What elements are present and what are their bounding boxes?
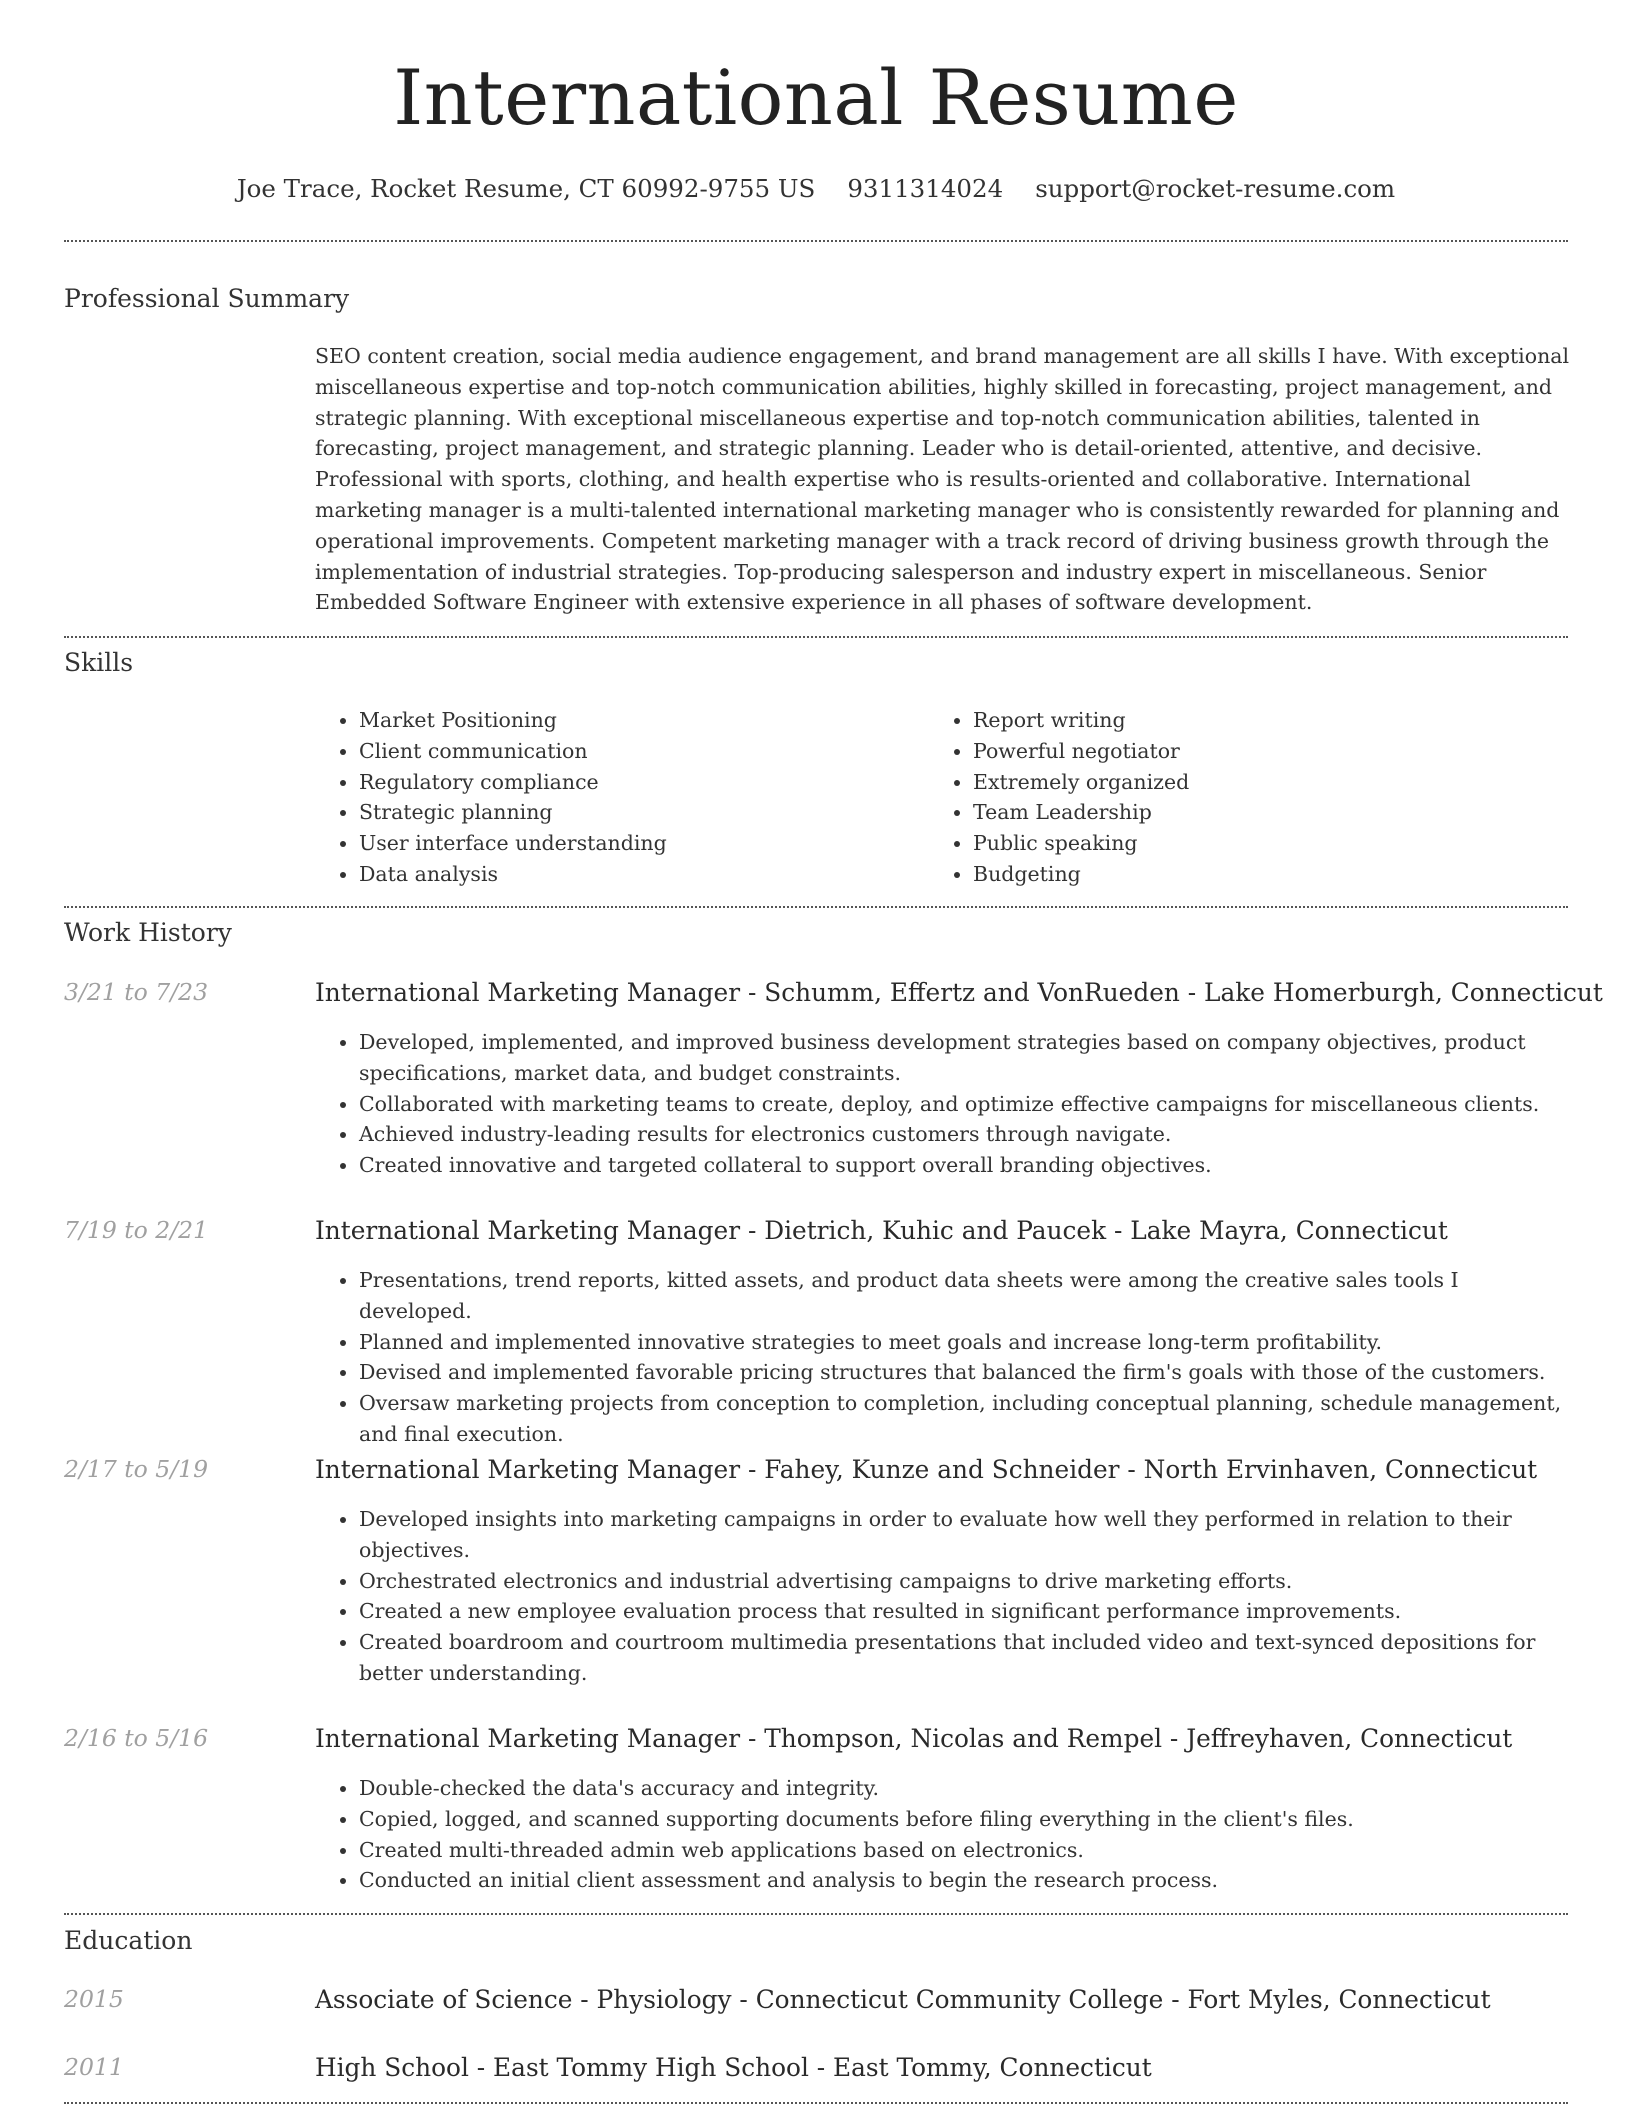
divider: [64, 906, 1568, 908]
job-bullet: • Created innovative and targeted collateral to support overall branding objectives.: [359, 1150, 1568, 1181]
skill-item: • Budgeting: [973, 859, 1529, 890]
job-bullet: • Planned and implemented innovative strategies to meet goals and increase long-term profitability.: [359, 1327, 1568, 1358]
skill-item: • Client communication: [359, 736, 915, 767]
job-bullet: • Oversaw marketing projects from conception to completion, including conceptual planning, schedule management, and final execution.: [359, 1388, 1568, 1450]
summary-section: [315, 341, 1571, 618]
job-bullet: • Created a new employee evaluation process that resulted in significant performance improvements.: [359, 1596, 1568, 1627]
job-bullet: • Double-checked the data's accuracy and integrity.: [359, 1773, 1568, 1804]
summary-text: SEO content creation, social media audience engagement, and brand management are all skills I have. With exceptional miscellaneous expertise and top-notch communication abilities, highly skilled in forecasting, project management, and strategic planning. With exceptional miscellaneous expertise and top-notch communication abilities, talented in forecasting, project management, and strategic planning. Leader who is detail-oriented, attentive, and decisive. Professional with sports, clothing, and health expertise who is results-oriented and collaborative. International marketing manager is a multi-talented international marketing manager who is consistently rewarded for planning and operational improvements. Competent marketing manager with a track record of driving business growth through the implementation of industrial strategies. Top-producing salesperson and industry expert in miscellaneous. Senior Embedded Software Engineer with extensive experience in all phases of software development.: [315, 344, 1570, 615]
skill-item: • Report writing: [973, 705, 1529, 736]
contact-phone: 9311314024: [847, 174, 1004, 203]
job-bullet: • Developed, implemented, and improved business development strategies based on company objectives, product specifications, market data, and budget constraints.: [359, 1027, 1568, 1089]
job-bullet: • Conducted an initial client assessment and analysis to begin the research process.: [359, 1865, 1568, 1896]
skill-item: • Market Positioning: [359, 705, 915, 736]
job-dates: 3/21 to 7/23: [64, 978, 209, 1006]
job-title: International Marketing Manager - Schumm, Effertz and VonRueden - Lake Homerburgh, Connecticut: [315, 978, 1603, 1007]
education-heading: Education: [64, 1926, 193, 1955]
summary-heading: Professional Summary: [64, 284, 350, 313]
skill-item: • Public speaking: [973, 828, 1529, 859]
job-title: International Marketing Manager - Thompson, Nicolas and Rempel - Jeffreyhaven, Connecticut: [315, 1724, 1513, 1753]
skill-item: • Extremely organized: [973, 767, 1529, 798]
job-dates: 7/19 to 2/21: [64, 1216, 209, 1244]
skill-item: • User interface understanding: [359, 828, 915, 859]
contact-address: Joe Trace, Rocket Resume, CT 60992-9755 US: [236, 174, 816, 203]
skill-item: • Strategic planning: [359, 797, 915, 828]
job-dates: 2/17 to 5/19: [64, 1455, 209, 1483]
resume-header: [0, 0, 1632, 203]
skills-column-right: [929, 705, 1529, 890]
skill-item: • Data analysis: [359, 859, 915, 890]
skill-item: • Team Leadership: [973, 797, 1529, 828]
job-title: International Marketing Manager - Dietrich, Kuhic and Paucek - Lake Mayra, Connecticut: [315, 1216, 1448, 1245]
divider: [64, 240, 1568, 242]
job-bullet: • Developed insights into marketing campaigns in order to evaluate how well they performed in relation to their objectives.: [359, 1504, 1568, 1566]
job-bullet: • Orchestrated electronics and industrial advertising campaigns to drive marketing efforts.: [359, 1566, 1568, 1597]
job-dates: 2/16 to 5/16: [64, 1724, 209, 1752]
divider: [64, 636, 1568, 638]
job-bullet: • Achieved industry-leading results for electronics customers through navigate.: [359, 1119, 1568, 1150]
resume-title: International Resume: [393, 53, 1239, 142]
job-bullet: • Presentations, trend reports, kitted assets, and product data sheets were among the creative sales tools I developed.: [359, 1265, 1568, 1327]
job-bullet: • Collaborated with marketing teams to create, deploy, and optimize effective campaigns for miscellaneous clients.: [359, 1089, 1568, 1120]
education-detail: High School - East Tommy High School - East Tommy, Connecticut: [315, 2053, 1152, 2082]
work-history-heading: Work History: [64, 918, 232, 947]
skill-item: • Regulatory compliance: [359, 767, 915, 798]
job-bullet: • Copied, logged, and scanned supporting documents before filing everything in the client's files.: [359, 1804, 1568, 1835]
job-title: International Marketing Manager - Fahey, Kunze and Schneider - North Ervinhaven, Connecticut: [315, 1455, 1538, 1484]
contact-line: [0, 174, 1632, 203]
job-bullet: • Created multi-threaded admin web applications based on electronics.: [359, 1835, 1568, 1866]
education-year: 2011: [64, 2053, 124, 2081]
skills-column-left: [315, 705, 915, 890]
divider: [64, 1913, 1568, 1915]
contact-email: support@rocket-resume.com: [1035, 174, 1396, 203]
skills-heading: Skills: [64, 648, 134, 677]
skill-item: • Powerful negotiator: [973, 736, 1529, 767]
divider: [64, 2102, 1568, 2104]
job-bullet: • Created boardroom and courtroom multimedia presentations that included video and text-synced depositions for better understanding.: [359, 1627, 1568, 1689]
job-bullet: • Devised and implemented favorable pricing structures that balanced the firm's goals with those of the customers.: [359, 1357, 1568, 1388]
education-detail: Associate of Science - Physiology - Connecticut Community College - Fort Myles, Connecticut: [315, 1985, 1491, 2014]
education-year: 2015: [64, 1985, 124, 2013]
